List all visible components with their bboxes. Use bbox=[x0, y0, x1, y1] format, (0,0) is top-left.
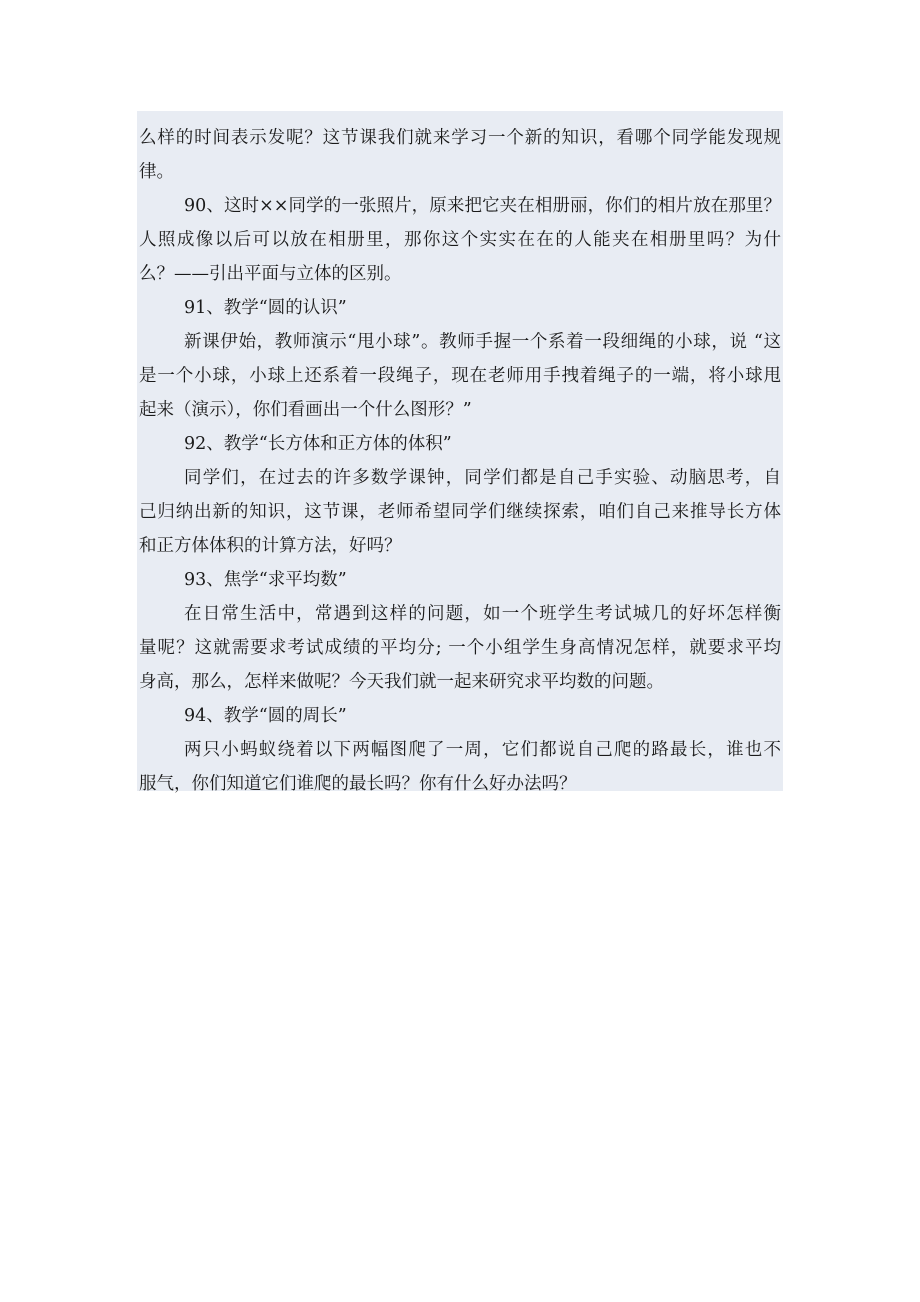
paragraph-line: 人照成像以后可以放在相册里，那你这个实实在在的人能夹在相册里吗？为什 bbox=[139, 230, 781, 250]
item-92-heading: 92、教学“长方体和正方体的体积” bbox=[184, 434, 452, 454]
item-91-heading: 91、教学“圆的认识” bbox=[184, 298, 347, 318]
paragraph-line: 同学们，在过去的许多数学课钟，同学们都是自己手实验、动脑思考，自 bbox=[184, 468, 781, 488]
paragraph-line: 身高，那么，怎样来做呢？今天我们就一起来研究求平均数的问题。 bbox=[139, 672, 664, 692]
paragraph-line: 量呢？这就需要求考试成绩的平均分; 一个小组学生身高情况怎样，就要求平均 bbox=[139, 638, 781, 658]
paragraph-line: 起来（演示），你们看画出一个什么图形？” bbox=[139, 400, 472, 420]
paragraph-line: 新课伊始，教师演示“甩小球”。教师手握一个系着一段细绳的小球，说 “这 bbox=[184, 332, 781, 352]
paragraph-line: 服气，你们知道它们谁爬的最长吗？你有什么好办法吗？ bbox=[139, 774, 577, 794]
paragraph-line: 己归纳出新的知识，这节课，老师希望同学们继续探索，咱们自己来推导长方体 bbox=[139, 502, 781, 522]
paragraph-line: 在日常生活中，常遇到这样的问题，如一个班学生考试城几的好坏怎样衡 bbox=[184, 604, 781, 624]
item-94-heading: 94、教学“圆的周长” bbox=[184, 706, 347, 726]
document-text-block bbox=[137, 111, 783, 794]
item-93-heading: 93、焦学“求平均数” bbox=[184, 570, 347, 590]
paragraph-line: 么样的时间表示发呢？这节课我们就来学习一个新的知识，看哪个同学能发现规 bbox=[139, 128, 781, 148]
item-90-line: 90、这时××同学的一张照片，原来把它夹在相册丽，你们的相片放在那里？ bbox=[184, 196, 781, 216]
paragraph-line: 和正方体体积的计算方法，好吗？ bbox=[139, 536, 402, 556]
paragraph-line: 两只小蚂蚁绕着以下两幅图爬了一周，它们都说自己爬的路最长，谁也不 bbox=[184, 740, 781, 760]
paragraph-line: 么？——引出平面与立体的区别。 bbox=[139, 264, 402, 284]
paragraph-line: 是一个小球，小球上还系着一段绳子，现在老师用手拽着绳子的一端，将小球甩 bbox=[139, 366, 781, 386]
paragraph-line: 律。 bbox=[139, 162, 174, 182]
